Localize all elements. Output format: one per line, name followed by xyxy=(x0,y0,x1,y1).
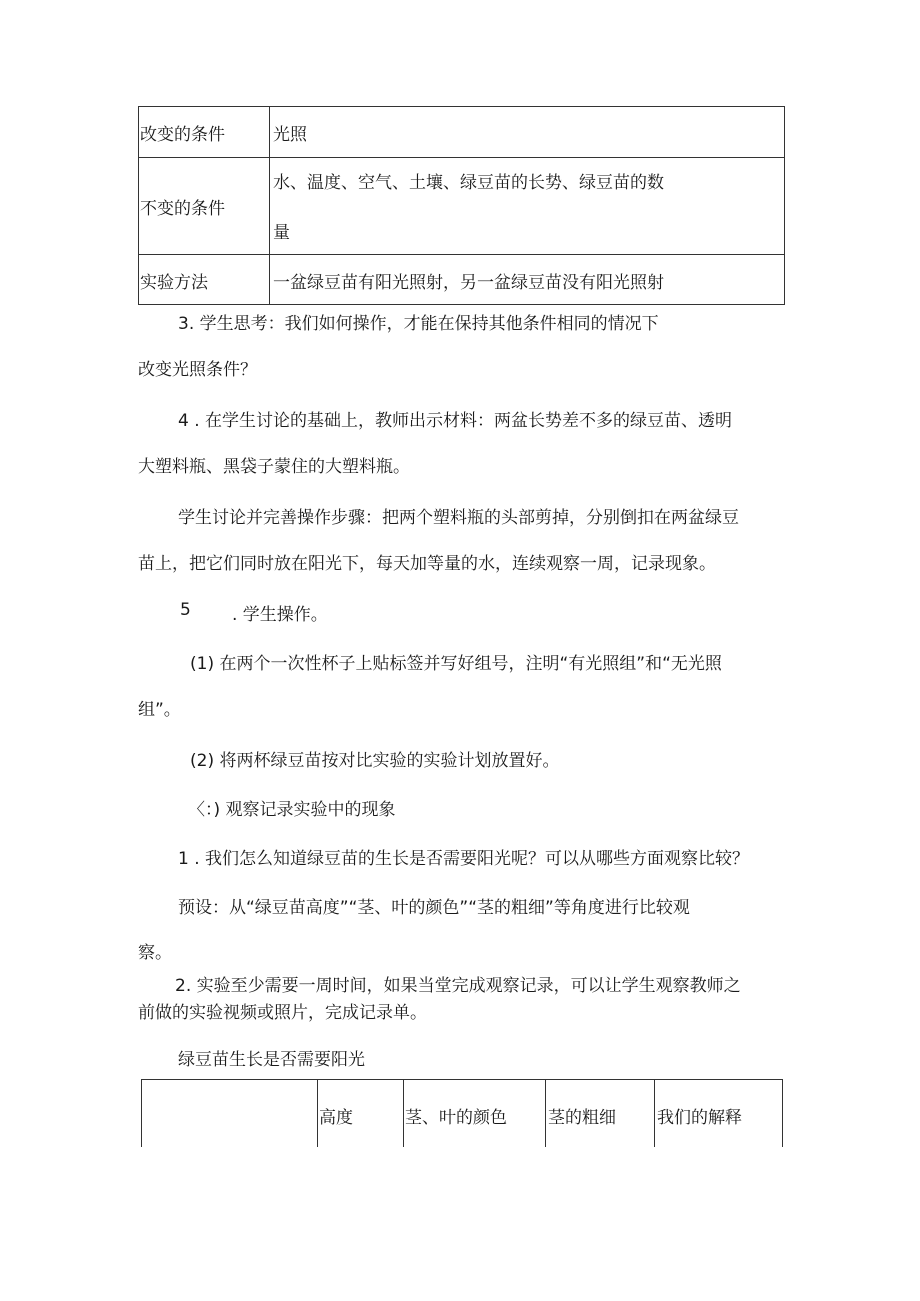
paragraph-3-line-2: 改变光照条件？ xyxy=(138,360,257,380)
section-heading: 〈：) 观察记录实验中的现象 xyxy=(188,800,396,820)
paragraph-4-line-1: 4 . 在学生讨论的基础上，教师出示材料：两盆长势差不多的绿豆苗、透明 xyxy=(178,411,733,431)
record-header-color: 茎、叶的颜色 xyxy=(405,1108,507,1128)
row-value-method: 一盆绿豆苗有阳光照射，另一盆绿豆苗没有阳光照射 xyxy=(273,273,664,293)
question-1: 1 . 我们怎么知道绿豆苗的生长是否需要阳光呢？可以从哪些方面观察比较？ xyxy=(178,849,750,869)
record-header-thickness: 茎的粗细 xyxy=(548,1108,616,1128)
column-divider xyxy=(545,1079,546,1147)
row-divider xyxy=(138,254,785,255)
preset-line-2: 察。 xyxy=(138,943,172,963)
row-value-changed: 光照 xyxy=(273,125,307,145)
row-label-unchanged: 不变的条件 xyxy=(140,199,225,219)
record-table xyxy=(141,1079,783,1147)
row-label-changed: 改变的条件 xyxy=(140,125,225,145)
column-divider xyxy=(782,1079,783,1147)
paragraph-3-line-1: 3. 学生思考：我们如何操作，才能在保持其他条件相同的情况下 xyxy=(178,314,659,334)
step-1-line-1: (1) 在两个一次性杯子上贴标签并写好组号，注明“有光照组”和“无光照 xyxy=(190,654,722,674)
step-1-line-2: 组”。 xyxy=(138,700,181,720)
row-value-unchanged-line1: 水、温度、空气、土壤、绿豆苗的长势、绿豆苗的数 xyxy=(273,173,664,193)
conditions-table xyxy=(138,106,785,305)
record-table-title: 绿豆苗生长是否需要阳光 xyxy=(178,1050,365,1070)
question-2-line-1: 2. 实验至少需要一周时间，如果当堂完成观察记录，可以让学生观察教师之 xyxy=(175,976,741,996)
step-2: (2) 将两杯绿豆苗按对比实验的实验计划放置好。 xyxy=(190,751,560,771)
record-header-height: 高度 xyxy=(319,1108,353,1128)
paragraph-4-line-2: 大塑料瓶、黑袋子蒙住的大塑料瓶。 xyxy=(138,457,410,477)
preset-line-1: 预设：从“绿豆苗高度”“茎、叶的颜色”“茎的粗细”等角度进行比较观 xyxy=(178,898,690,918)
column-divider xyxy=(141,1079,142,1147)
question-2-line-2: 前做的实验视频或照片，完成记录单。 xyxy=(138,1003,427,1023)
record-header-explanation: 我们的解释 xyxy=(657,1108,742,1128)
column-divider xyxy=(654,1079,655,1147)
column-divider xyxy=(403,1079,404,1147)
paragraph-5-text: . 学生操作。 xyxy=(232,605,328,625)
column-divider xyxy=(317,1079,318,1147)
paragraph-discuss-line-2: 苗上，把它们同时放在阳光下，每天加等量的水，连续观察一周，记录现象。 xyxy=(138,554,716,574)
row-value-unchanged-line2: 量 xyxy=(273,223,290,243)
paragraph-discuss-line-1: 学生讨论并完善操作步骤：把两个塑料瓶的头部剪掉，分别倒扣在两盆绿豆 xyxy=(178,508,739,528)
record-table-top-border xyxy=(141,1079,783,1080)
column-divider xyxy=(269,106,270,305)
row-label-method: 实验方法 xyxy=(140,273,208,293)
paragraph-5-number: 5 xyxy=(180,600,191,620)
row-divider xyxy=(138,157,785,158)
